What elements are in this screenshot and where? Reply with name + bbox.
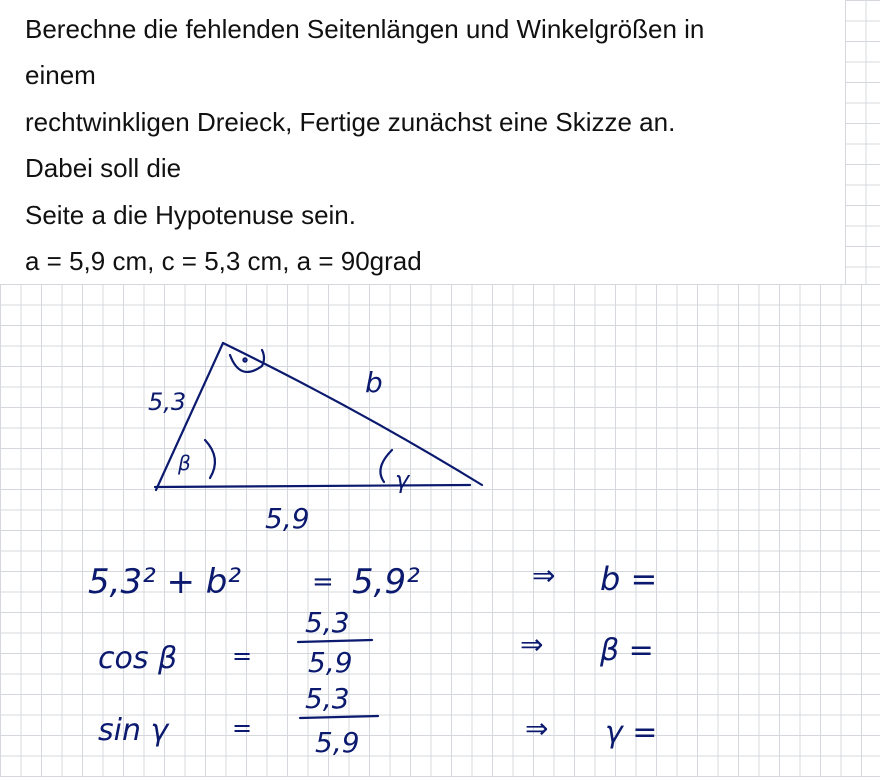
eq3-numerator: 5,3 <box>305 682 350 715</box>
eq3-denominator: 5,9 <box>315 726 360 759</box>
task-line: Dabei soll die <box>25 153 182 184</box>
eq2-numerator: 5,3 <box>305 606 350 639</box>
equation-sin-gamma <box>98 682 657 759</box>
eq2-result: β = <box>600 633 654 668</box>
eq2-denominator: 5,9 <box>308 646 353 679</box>
eq3-arrow: ⇒ <box>525 712 549 745</box>
eq3-left: sin γ <box>98 713 169 748</box>
equation-cos-beta <box>98 606 654 679</box>
label-c: 5,3 <box>148 388 187 416</box>
triangle-sketch <box>148 343 482 535</box>
task-line: Berechne die fehlenden Seitenlängen und Winkelgrößen in <box>25 14 705 44</box>
eq3-fraction-bar <box>300 716 378 718</box>
eq1-equals: = <box>312 567 334 597</box>
task-line: einem <box>25 60 96 91</box>
label-a: 5,9 <box>265 502 310 535</box>
eq2-equals: = <box>232 642 253 670</box>
eq1-arrow: ⇒ <box>532 559 556 592</box>
eq2-fraction-bar <box>298 640 372 642</box>
right-angle-dot <box>243 358 246 361</box>
given-values: a = 5,9 cm, c = 5,3 cm, a = 90grad <box>25 246 422 277</box>
eq1-left: 5,3² + b² <box>88 562 242 602</box>
angle-gamma-arc <box>380 450 392 482</box>
eq3-equals: = <box>232 714 253 742</box>
angle-gamma-label: γ <box>395 466 410 494</box>
angle-beta-arc <box>205 440 215 478</box>
side-a-line <box>155 485 470 487</box>
eq1-result: b = <box>600 560 658 598</box>
eq1-right: 5,9² <box>352 562 420 602</box>
eq3-result: γ = <box>605 715 658 750</box>
angle-beta-label: β <box>178 451 191 475</box>
eq2-left: cos β <box>98 641 178 676</box>
label-b: b <box>365 366 383 399</box>
eq2-arrow: ⇒ <box>520 628 544 661</box>
task-line: rechtwinkligen Dreieck, Fertige zunächst eine Skizze an. <box>25 106 676 137</box>
task-line: Seite a die Hypotenuse sein. <box>25 199 356 230</box>
equation-pythagoras <box>88 559 657 602</box>
